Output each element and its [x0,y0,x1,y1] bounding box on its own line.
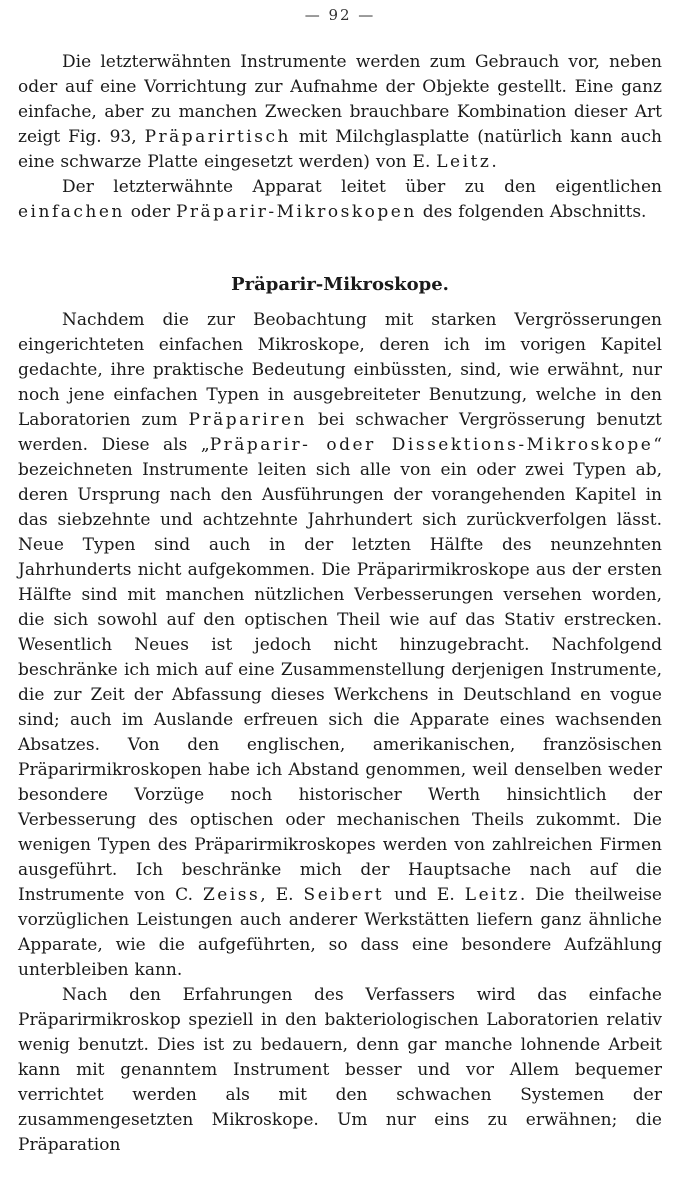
page-number: — 92 — [304,6,376,24]
book-page [18,0,662,1200]
paragraph-section-1: Nachdem die zur Beobachtung mit starken Vergrösserungen eingerichteten einfachen Mikroskope, deren ich im vorigen Kapitel gedachte, ihre praktische Bedeutung einbüssten, sind, wie erwähnt, nur noch jene einfachen Typen in ausgebreiteter Benutzung, welche in den Laboratorien zum Präpariren bei schwacher Vergrösserung benutzt werden. Diese als „Präparir- oder Dissektions-Mikroskope“ bezeichneten Instrumente leiten sich alle von ein oder zwei Typen ab, deren Ursprung nach den Ausführungen der vorangehenden Kapitel in das siebzehnte und achtzehnte Jahrhundert sich zurückverfolgen lässt. Neue Typen sind auch in der letzten Hälfte des neunzehnten Jahrhunderts nicht aufgekommen. Die Präparirmikroskope aus der ersten Hälfte sind mit manchen nützlichen Verbesserungen versehen worden, die sich sowohl auf den optischen Theil wie auf das Stativ erstrecken. Wesentlich Neues ist jedoch nicht hinzugebracht. Nachfolgend beschränke ich mich auf eine Zusammenstellung derjenigen Instrumente, die zur Zeit der Abfassung dieses Werkchens in Deutschland en vogue sind; auch im Auslande erfreuen sich die Apparate eines wachsenden Absatzes. Von den englischen, amerikanischen, französischen Präparirmikroskopen habe ich Abstand genommen, weil denselben weder besondere Vorzüge noch historischer Werth hinsichtlich der Verbesserung des optischen oder mechanischen Theils zukommt. Die wenigen Typen des Präparirmikroskopes werden von zahlreichen Firmen ausgeführt. Ich beschränke mich der Hauptsache nach auf die Instrumente von C. Zeiss, E. Seibert und E. Leitz. Die theilweise vorzüglichen Leistungen auch anderer Werkstätten liefern ganz ähnliche Apparate, wie die aufgeführten, so dass eine besondere Aufzählung unterbleiben kann. [18,310,662,980]
section-heading: Präparir-Mikroskope. [231,274,449,295]
paragraph-intro-2: Der letzterwähnte Apparat leitet über zu den eigentlichen einfachen oder Präparir-Mikroskopen des folgenden Abschnitts. [18,177,662,222]
paragraph-section-2: Nach den Erfahrungen des Verfassers wird das einfache Präparirmikroskop speziell in den bakteriologischen Laboratorien relativ wenig benutzt. Dies ist zu bedauern, denn gar manche lohnende Arbeit kann mit genanntem Instrument besser und vor Allem bequemer verrichtet werden als mit den schwachen Systemen der zusammengesetzten Mikroskope. Um nur eins zu erwähnen; die Präparation [18,985,662,1155]
intro-text [18,50,662,225]
paragraph-intro-1: Die letzterwähnten Instrumente werden zum Gebrauch vor, neben oder auf eine Vorrichtung zur Aufnahme der Objekte gestellt. Eine ganz einfache, aber zu manchen Zwecken brauchbare Kombination dieser Art zeigt Fig. 93, Präparirtisch mit Milchglasplatte (natürlich kann auch eine schwarze Platte eingesetzt werden) von E. Leitz. [18,52,663,172]
section-text [18,308,662,1158]
